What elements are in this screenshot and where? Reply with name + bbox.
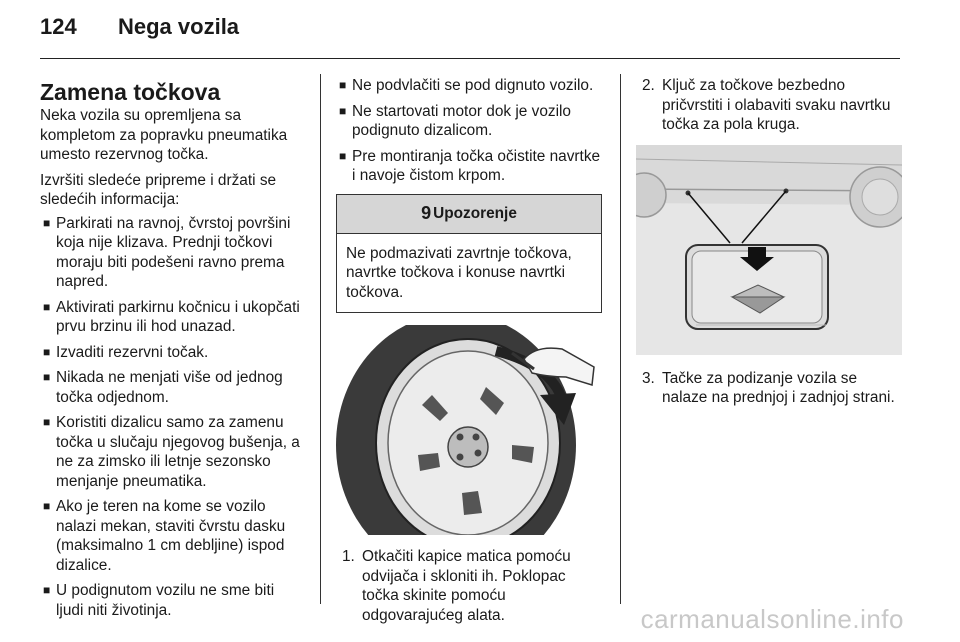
list-item: ■ Ako je teren na kome se vozilo nalazi mekan, staviti čvrstu dasku (maksimalno 1 cm debljine) ispod dizalice.	[43, 498, 286, 574]
warning-header	[337, 195, 601, 234]
step-item: 2. Ključ za točkove bezbedno pričvrstiti i olabaviti svaku navrtku točka za pola kruga.	[642, 77, 891, 133]
bullet-list	[336, 76, 602, 186]
chapter-title: Nega vozila	[118, 14, 240, 39]
warning-icon: 9	[421, 203, 432, 223]
list-item: ■ Pre montiranja točka očistite navrtke i navoje čistom krpom.	[339, 147, 601, 184]
bullet-icon: ■	[43, 583, 51, 597]
list-item: ■ Parkirati na ravnoj, čvrstoj površini koja nije klizava. Prednji točkovi moraju biti podešeni ravno prema napred.	[43, 214, 291, 290]
bullet-list	[40, 214, 302, 621]
column-3	[636, 66, 902, 408]
column-divider	[320, 74, 321, 604]
column-divider	[620, 74, 621, 604]
list-item: ■ Koristiti dizalicu samo za zamenu točka u slučaju njegovog bušenja, a ne za zimsko ili letnje sezonsko menjanje pneumatika.	[43, 414, 300, 490]
bullet-icon: ■	[43, 370, 51, 384]
bullet-icon: ■	[43, 344, 51, 359]
page-number: 124	[40, 14, 77, 39]
warning-text: Ne podmazivati zavrtnje točkova, navrtke točkova i konuse navrtki točkova.	[346, 244, 572, 301]
bullet-icon: ■	[339, 148, 347, 163]
intro-paragraph: Neka vozila su opremljena sa kompletom za popravku pneumatika umesto rezervnog točka.	[40, 107, 288, 163]
list-item: ■ Nikada ne menjati više od jednog točka odjednom.	[43, 369, 283, 406]
wheel-cover-illustration	[336, 325, 602, 535]
list-item: ■ Aktivirati parkirnu kočnicu i ukopčati prvu brzinu ili hod unazad.	[43, 298, 300, 335]
jack-points-illustration	[636, 145, 902, 355]
section-title: Zamena točkova	[40, 79, 221, 105]
column-1	[40, 66, 302, 626]
step-item: 1. Otkačiti kapice matica pomoću odvijača i skloniti ih. Poklopac točka skinite pomoću odgovarajućeg alata.	[342, 548, 571, 624]
bullet-icon: ■	[339, 103, 347, 118]
list-item: ■ U podignutom vozilu ne sme biti ljudi niti životinja.	[43, 582, 275, 619]
bullet-icon: ■	[43, 299, 51, 314]
header-rule	[40, 58, 900, 59]
steps-list	[636, 76, 902, 135]
list-item: ■ Ne startovati motor dok je vozilo podignuto dizalicom.	[339, 102, 571, 139]
watermark: carmanualsonline.info	[640, 604, 904, 634]
list-item: ■ Izvaditi rezervni točak.	[43, 343, 209, 361]
prep-paragraph: Izvršiti sledeće pripreme i držati se sledećih informacija:	[40, 171, 277, 208]
list-item: ■ Ne podvlačiti se pod dignuto vozilo.	[339, 77, 594, 94]
page-header	[40, 14, 239, 54]
column-2	[336, 66, 602, 625]
steps-list	[336, 547, 602, 625]
step-item: 3. Tačke za podizanje vozila se nalaze na prednjoj i zadnjoj strani.	[642, 369, 895, 406]
warning-box	[336, 194, 602, 314]
bullet-icon: ■	[339, 78, 347, 92]
warning-title: Upozorenje	[433, 204, 517, 222]
bullet-icon: ■	[43, 499, 51, 513]
bullet-icon: ■	[43, 215, 51, 230]
bullet-icon: ■	[43, 415, 51, 429]
steps-list	[636, 369, 902, 408]
